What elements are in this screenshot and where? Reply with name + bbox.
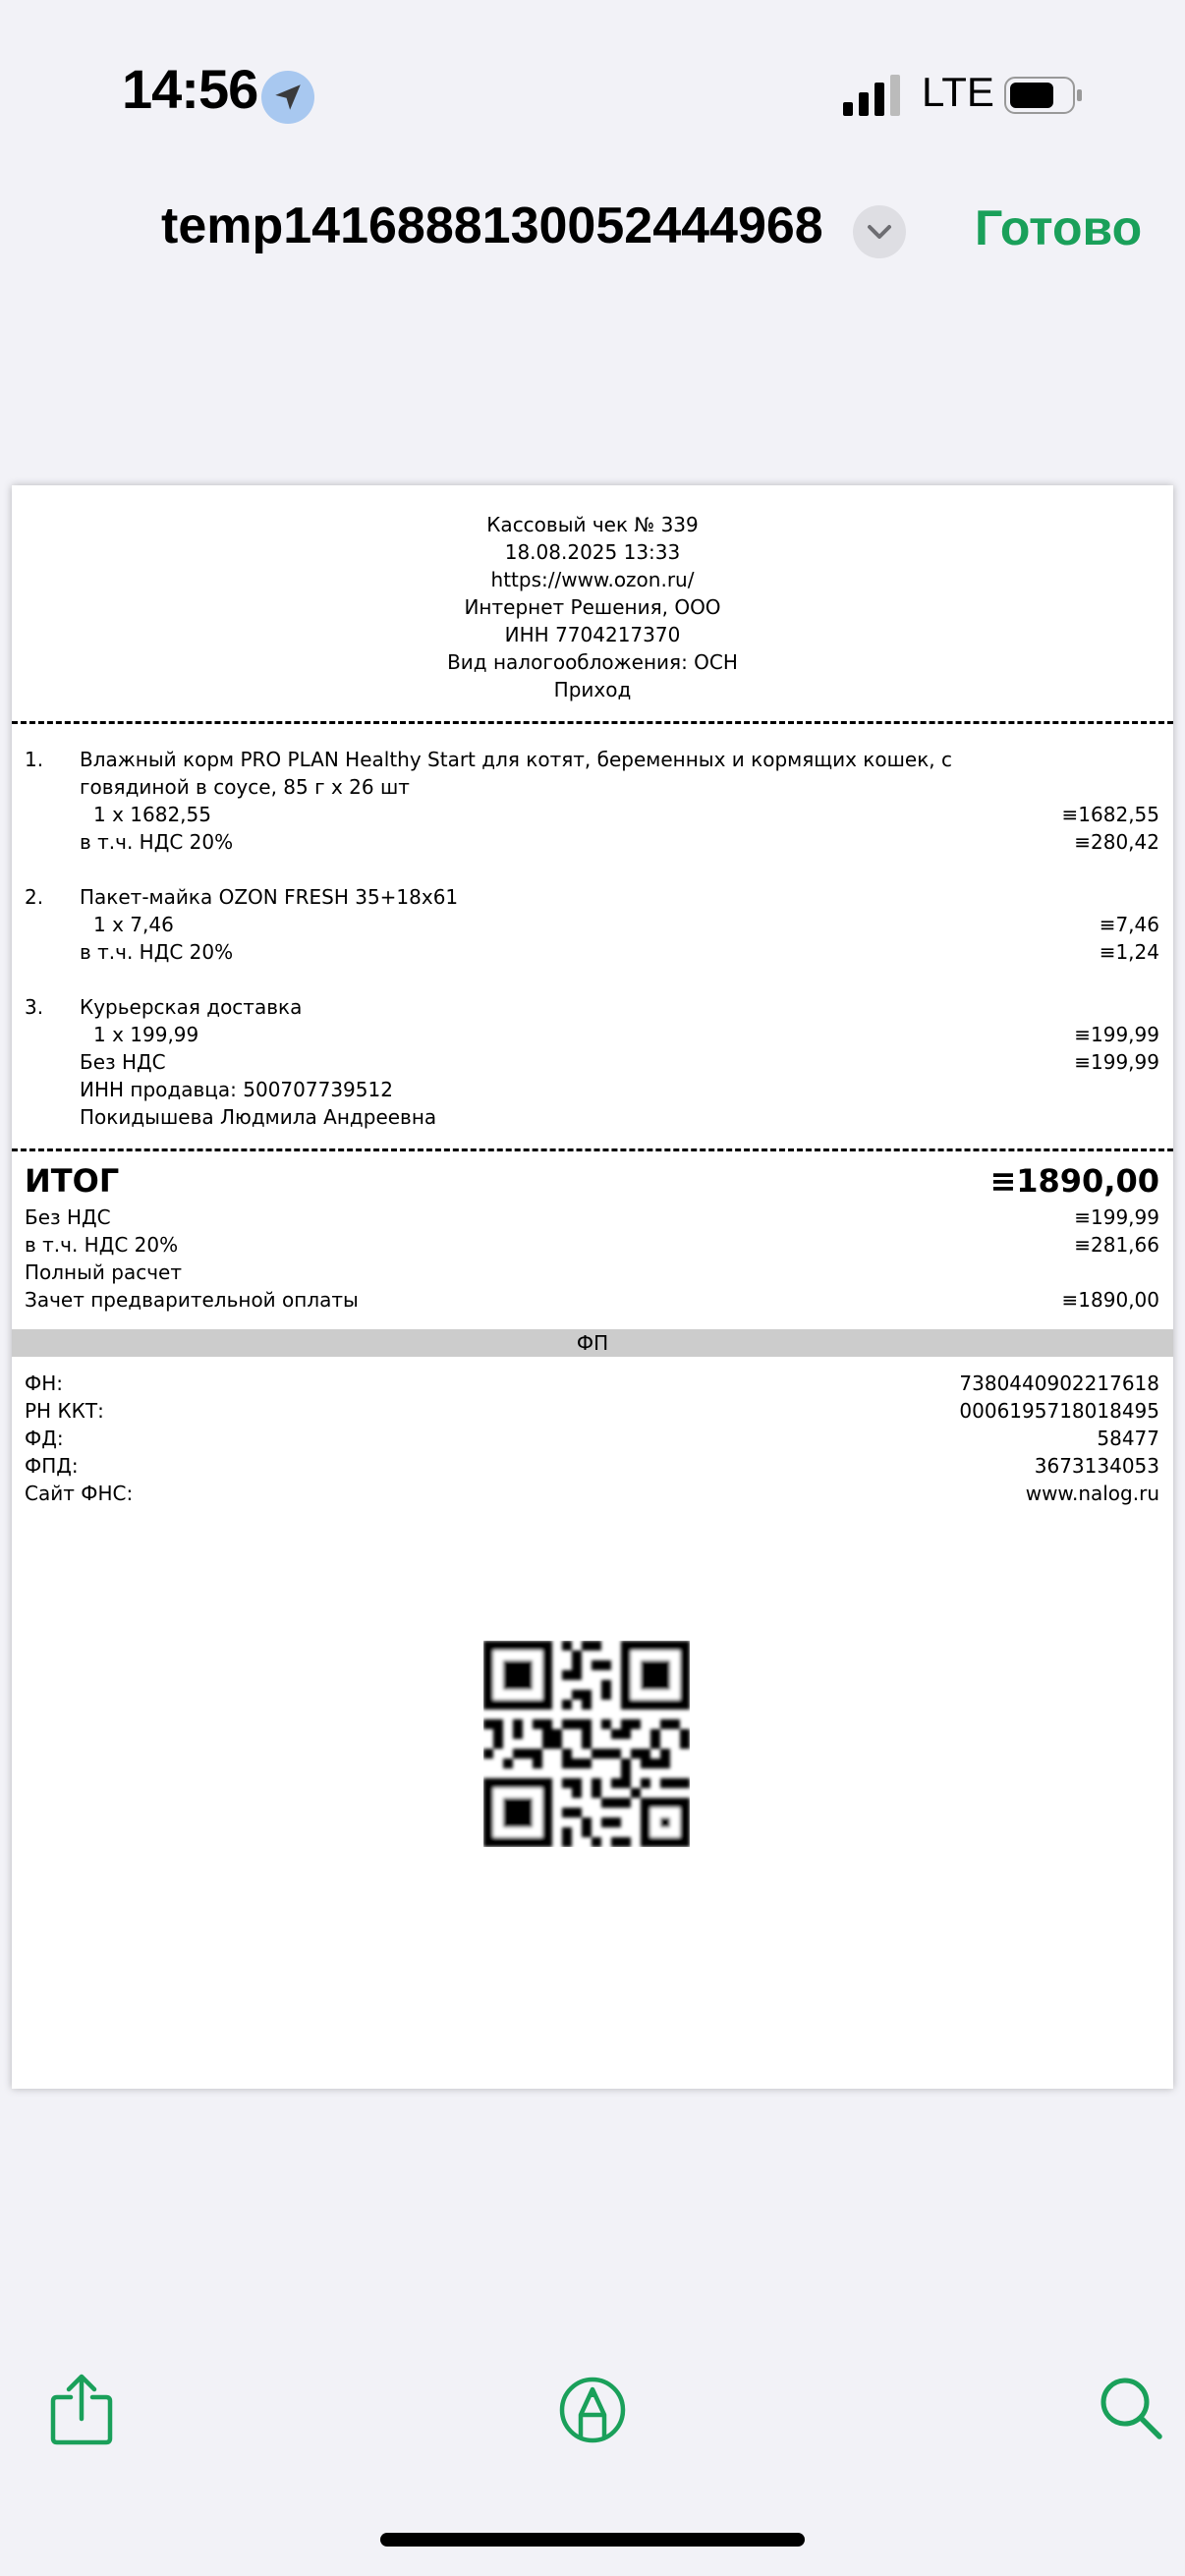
list-item [12, 801, 1173, 828]
fiscal-label: РН ККТ: [25, 1399, 104, 1423]
fiscal-row [12, 1370, 1173, 1397]
summary-value: ≡281,66 [1074, 1233, 1159, 1257]
summary-label: Без НДС [25, 1205, 111, 1229]
fiscal-value: www.nalog.ru [1025, 1482, 1159, 1505]
status-bar [0, 0, 1185, 187]
list-item [12, 1076, 1173, 1103]
fiscal-value: 0006195718018495 [959, 1399, 1159, 1423]
item-amount: ≡1682,55 [1061, 803, 1159, 826]
summary-label: Зачет предварительной оплаты [25, 1288, 359, 1312]
seller-inn: ИНН продавца: 500707739512 [80, 1078, 393, 1101]
item-vat-amount: ≡280,42 [1074, 830, 1159, 854]
divider [12, 1148, 1173, 1151]
list-item [12, 911, 1173, 938]
share-icon[interactable] [49, 2372, 114, 2446]
receipt-tax-system: Вид налогообложения: ОСН [447, 650, 738, 674]
total-label: ИТОГ [25, 1162, 120, 1200]
receipt-company: Интернет Решения, ООО [464, 595, 721, 619]
item-qty: 1 x 1682,55 [93, 803, 211, 826]
list-item [12, 746, 1173, 773]
signal-icon [843, 75, 902, 118]
status-time: 14:56 [122, 58, 258, 120]
fiscal-label: Сайт ФНС: [25, 1482, 134, 1505]
receipt-operation: Приход [553, 678, 632, 701]
item-name: Пакет-майка OZON FRESH 35+18x61 [80, 885, 459, 909]
fiscal-row [12, 1425, 1173, 1452]
done-button[interactable]: Готово [975, 200, 1143, 255]
list-item [12, 883, 1173, 911]
search-icon[interactable] [1099, 2376, 1163, 2440]
item-vat-label: Без НДС [80, 1050, 166, 1074]
receipt-url: https://www.ozon.ru/ [490, 568, 695, 591]
document-title[interactable]: temp1416888130052444968 [161, 197, 823, 254]
receipt-datetime: 18.08.2025 13:33 [504, 540, 681, 564]
item-vat-label: в т.ч. НДС 20% [80, 940, 234, 964]
fiscal-row [12, 1452, 1173, 1480]
item-amount: ≡199,99 [1074, 1023, 1159, 1046]
item-name: Курьерская доставка [80, 995, 303, 1019]
summary-value: ≡1890,00 [1061, 1288, 1159, 1312]
markup-icon[interactable] [558, 2376, 627, 2444]
fiscal-label: ФПД: [25, 1454, 79, 1478]
item-number: 3. [25, 995, 44, 1019]
summary-row [12, 1204, 1173, 1231]
fiscal-row [12, 1397, 1173, 1425]
item-qty: 1 x 7,46 [93, 913, 174, 936]
list-item [12, 993, 1173, 1021]
summary-label: в т.ч. НДС 20% [25, 1233, 179, 1257]
summary-row [12, 1259, 1173, 1286]
item-vat-amount: ≡1,24 [1099, 940, 1159, 964]
item-qty: 1 x 199,99 [93, 1023, 199, 1046]
item-vat-amount: ≡199,99 [1074, 1050, 1159, 1074]
summary-row [12, 1286, 1173, 1314]
home-indicator[interactable] [380, 2533, 805, 2547]
seller-name: Покидышева Людмила Андреевна [80, 1105, 437, 1129]
location-icon [261, 71, 314, 124]
list-item [12, 938, 1173, 966]
fiscal-row [12, 1480, 1173, 1507]
divider [12, 721, 1173, 724]
fiscal-label: ФД: [25, 1427, 64, 1450]
total-row [12, 1161, 1173, 1201]
total-amount: ≡1890,00 [989, 1162, 1159, 1200]
fiscal-value: 7380440902217618 [959, 1372, 1159, 1395]
item-number: 1. [25, 748, 44, 771]
list-item [12, 1103, 1173, 1131]
chevron-down-icon[interactable] [853, 205, 906, 258]
item-name: говядиной в соусе, 85 г x 26 шт [80, 775, 410, 799]
item-vat-label: в т.ч. НДС 20% [80, 830, 234, 854]
receipt-page [12, 485, 1173, 2089]
list-item [12, 773, 1173, 801]
list-item [12, 1048, 1173, 1076]
battery-icon [1004, 77, 1083, 114]
fiscal-value: 3673134053 [1034, 1454, 1159, 1478]
fiscal-value: 58477 [1097, 1427, 1159, 1450]
fiscal-label: ФН: [25, 1372, 63, 1395]
summary-label: Полный расчет [25, 1260, 182, 1284]
receipt-number: Кассовый чек № 339 [486, 513, 699, 536]
item-amount: ≡7,46 [1099, 913, 1159, 936]
item-name: Влажный корм PRO PLAN Healthy Start для котят, беременных и кормящих кошек, с [80, 748, 953, 771]
receipt-header [12, 511, 1173, 703]
summary-value: ≡199,99 [1074, 1205, 1159, 1229]
list-item [12, 1021, 1173, 1048]
fp-band: ФП [12, 1329, 1173, 1357]
item-number: 2. [25, 885, 44, 909]
qr-code [483, 1641, 690, 1847]
receipt-inn: ИНН 7704217370 [504, 623, 681, 646]
network-type: LTE [922, 69, 994, 115]
list-item [12, 828, 1173, 856]
summary-row [12, 1231, 1173, 1259]
